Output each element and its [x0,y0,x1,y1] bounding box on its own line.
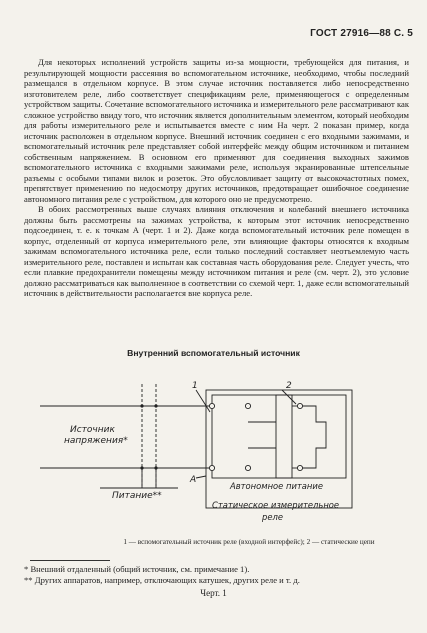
drawing-label: Черт. 1 [200,588,227,598]
figure-title: Внутренний вспомогательный источник [127,348,300,358]
footnotes [24,564,409,585]
body-text [24,57,409,299]
label-num-2: 2 [286,381,292,391]
figure-caption: 1 — вспомогательный источник реле (входной интерфейс); 2 — статические цепи [123,538,375,546]
label-supply: Питание** [112,491,162,501]
terminal-c-bottom [297,465,302,470]
junction-2 [154,404,157,407]
paragraph-2: В обоих рассмотренных выше случаях влияния отключения и колебаний внешнего источника должны быть рассмотрены на зажимах устройства, к которым этот источник непосредственно подсоединен, т. е. к точкам А (черт. 1 и 2). Даже когда вспомогательный источник реле помещен в корпус, отделенный от корпуса измерительного реле, эти влияющие факторы относятся к входным зажимам вспомогательного источника реле, если только последний составляет неотъемлемую часть измерительного реле, поставлен и испытан как составная часть оборудования реле. Следует учесть, что если плавкие предохранители помещены между источником питания и реле (см. черт. 2), это условие должно рассматриваться как выполненное в соответствии со схемой черт. 1, даже если вспомогательный источник в действительности располагается вне корпуса реле. [24,204,409,298]
label-source-2: напряжения* [64,436,128,446]
terminal-b-top [245,403,250,408]
terminal-a-bottom [209,465,214,470]
label-static-2: реле [262,512,283,522]
label-source-1: Источник [70,425,115,435]
leader-a [196,476,206,478]
aux-source-box [212,395,292,478]
label-autonomous: Автономное питание [230,481,324,491]
label-point-a: А [190,475,197,485]
junction-4 [154,466,157,469]
junction-3 [140,466,143,469]
terminal-b-bottom [245,465,250,470]
leader-2 [282,390,296,404]
label-num-1: 1 [192,381,198,391]
static-circuits-box [276,395,346,478]
paragraph-1: Для некоторых исполнений устройств защиты из-за мощности, требующейся для питания, и результирующей мощности рассеяния во вспомогательном источнике, необходимо, чтобы последний размещался в отдельном корпусе. В этом случае источник поставляется либо непосредственно изготовителем реле, либо соответствует спецификациям реле, применяющегося с определенным устройством защиты. Сочетание вспомогательного источника и измерительного реле рассматривают как сложное устройство ввиду того, что источник является дополнительным элементом, который необходим для работы измерительного реле и испытывается вместе с ним На черт. 2 показан пример, когда источник расположен в отдельном корпусе. Внешний источник соединен с его входными зажимами, и вспомогательный источник реле представляет собой интерфейс между общим источником и питанием собственным напряжением. В основном его применяют для соединения выходных зажимов вспомогательного источника с входными зажимами реле, используя экранированные штепсельные разъемы с особыми типами вилок и розеток. Это обусловливает защиту от высокочастотных помех, препятствует применению по недосмотру других источников, предотвращает ошибочное соединение автономного питания реле с устройством, для которого оно не предусмотрено. [24,57,409,204]
circuit-diagram [0,360,427,538]
label-static-1: Статическое измерительное [212,500,340,510]
page-header: ГОСТ 27916—88 С. 5 [310,28,413,39]
leader-1 [196,390,210,412]
footnote-rule [30,560,110,561]
junction-1 [140,404,143,407]
footnote-2: ** Других аппаратов, например, отключающих катушек, других реле и т. д. [24,574,300,585]
relay-wiring [300,406,326,468]
footnote-1: * Внешний отдаленный (общий источник, см. примечание 1). [24,564,250,574]
terminal-c-top [297,403,302,408]
terminal-a-top [209,403,214,408]
